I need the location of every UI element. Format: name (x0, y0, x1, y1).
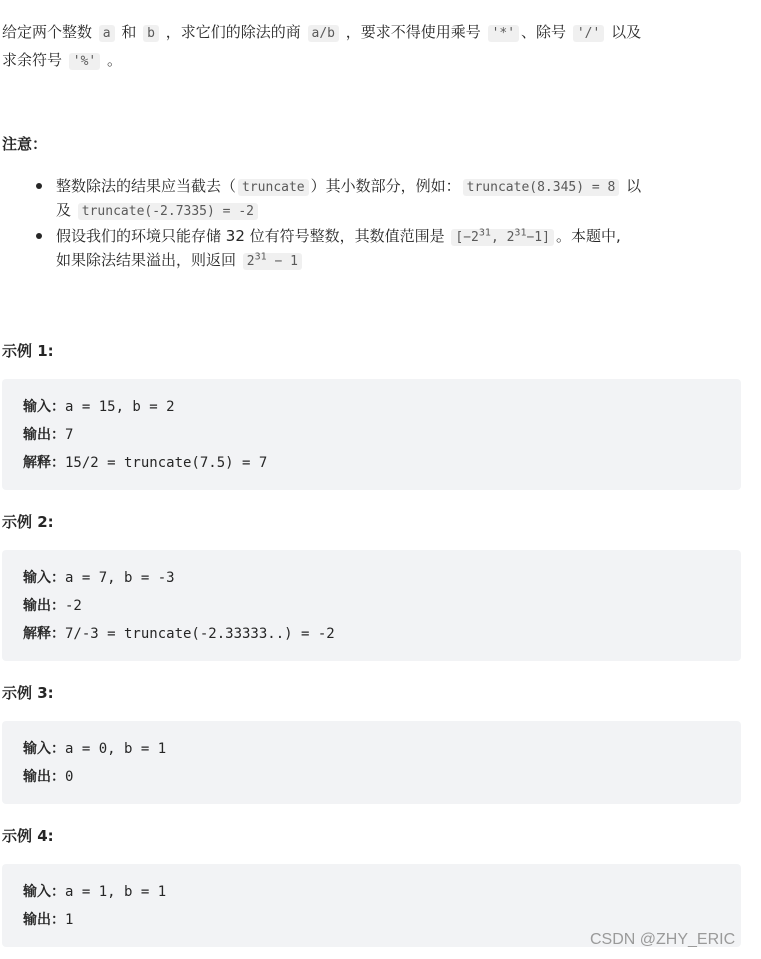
intro-text: 求余符号 (2, 51, 67, 69)
note-heading: 注意： (2, 135, 48, 153)
input-label: 输入： (23, 570, 65, 586)
example-explain-line (23, 449, 720, 477)
note-text: 如果除法结果溢出，则返回 (56, 251, 241, 269)
code-multiply: '*' (488, 25, 519, 42)
explain-value: 7/-3 = truncate(-2.33333..) = -2 (65, 626, 335, 642)
input-label: 输入： (23, 884, 65, 900)
intro-text: ，求它们的除法的商 (160, 23, 306, 41)
example-input-line (23, 878, 720, 906)
output-value: 0 (65, 769, 74, 785)
code-b: b (143, 25, 159, 42)
example-output-line (23, 592, 720, 620)
input-label: 输入： (23, 741, 65, 757)
intro-text: 和 (116, 23, 142, 41)
output-label: 输出： (23, 769, 65, 785)
range-mid: , 2 (490, 230, 515, 245)
example-4-heading: 示例 4: (2, 827, 54, 845)
output-value: 7 (65, 427, 74, 443)
problem-description (2, 19, 742, 75)
example-output-line (23, 421, 720, 449)
code-truncate-example-2: truncate(-2.7335) = -2 (78, 203, 258, 220)
note-text: 整数除法的结果应当截去（ (56, 177, 237, 195)
range-open: [−2 (455, 230, 479, 245)
example-output-line (23, 763, 720, 791)
input-value: a = 7, b = -3 (65, 570, 175, 586)
output-label: 输出： (23, 912, 65, 928)
example-2-block (2, 550, 741, 661)
input-label: 输入： (23, 399, 65, 415)
code-divide: '/' (573, 25, 604, 42)
output-label: 输出： (23, 427, 65, 443)
bullet-icon (36, 183, 42, 189)
explain-label: 解释： (23, 455, 65, 471)
code-truncate: truncate (238, 179, 309, 196)
csdn-watermark: CSDN @ZHY_ERIC (590, 931, 736, 948)
input-value: a = 15, b = 2 (65, 399, 175, 415)
note-text: 及 (56, 201, 76, 219)
return-base: 2 (246, 254, 255, 269)
code-int-range (451, 229, 554, 246)
note-text: 。本题中, (555, 227, 621, 245)
example-3-block (2, 721, 741, 804)
note-text: ）其小数部分，例如： (310, 177, 461, 195)
intro-text: 给定两个整数 (2, 23, 97, 41)
intro-text: 、除号 (521, 23, 571, 41)
code-overflow-return (243, 253, 302, 270)
output-label: 输出： (23, 598, 65, 614)
example-explain-line (23, 620, 720, 648)
intro-text: ，要求不得使用乘号 (341, 23, 486, 41)
input-value: a = 0, b = 1 (65, 741, 167, 757)
output-value: -2 (65, 598, 82, 614)
code-a-div-b: a/b (308, 25, 339, 42)
return-exponent: 31 (254, 251, 267, 263)
explain-label: 解释： (23, 626, 65, 642)
output-value: 1 (65, 912, 74, 928)
explain-value: 15/2 = truncate(7.5) = 7 (65, 455, 268, 471)
example-1-heading: 示例 1: (2, 342, 54, 360)
example-2-heading: 示例 2: (2, 513, 54, 531)
example-output-line (23, 906, 720, 934)
note-list (0, 175, 740, 275)
range-exponent: 31 (478, 227, 491, 239)
example-input-line (23, 735, 720, 763)
example-input-line (23, 564, 720, 592)
range-exponent: 31 (514, 227, 527, 239)
range-close: −1] (526, 230, 550, 245)
input-value: a = 1, b = 1 (65, 884, 167, 900)
note-item-truncate (0, 175, 740, 223)
code-a: a (99, 25, 115, 42)
note-text: 以 (621, 177, 642, 195)
example-3-heading: 示例 3: (2, 684, 54, 702)
code-modulo: '%' (69, 53, 100, 70)
note-item-overflow (0, 225, 740, 273)
example-input-line (23, 393, 720, 421)
example-1-block (2, 379, 741, 490)
bullet-icon (36, 233, 42, 239)
note-text: 假设我们的环境只能存储 32 位有符号整数，其数值范围是 (56, 227, 450, 245)
return-tail: − 1 (266, 254, 298, 269)
code-truncate-example-1: truncate(8.345) = 8 (463, 179, 620, 196)
intro-text: 以及 (606, 23, 642, 41)
intro-text: 。 (102, 51, 123, 69)
